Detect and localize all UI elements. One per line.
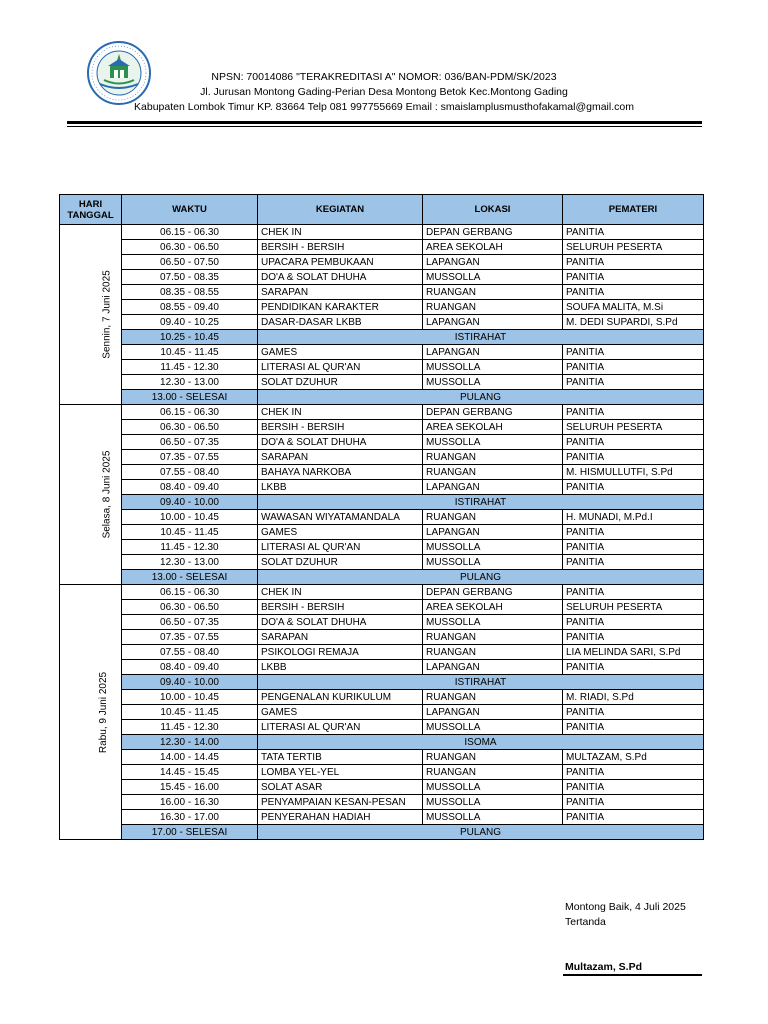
table-row xyxy=(60,780,704,795)
table-header-row xyxy=(60,195,704,225)
break-label: ISOMA xyxy=(258,735,704,750)
table-row xyxy=(60,660,704,675)
activity-cell: LITERASI AL QUR'AN xyxy=(258,540,423,555)
activity-cell: DO'A & SOLAT DHUHA xyxy=(258,615,423,630)
location-cell: RUANGAN xyxy=(423,300,563,315)
location-cell: RUANGAN xyxy=(423,630,563,645)
time-cell: 06.15 - 06.30 xyxy=(122,405,258,420)
activity-cell: CHEK IN xyxy=(258,585,423,600)
activity-cell: WAWASAN WIYATAMANDALA xyxy=(258,510,423,525)
time-cell: 09.40 - 10.00 xyxy=(122,675,258,690)
speaker-cell: H. MUNADI, M.Pd.I xyxy=(563,510,704,525)
header-kegiatan: KEGIATAN xyxy=(258,195,423,225)
header-lokasi: LOKASI xyxy=(423,195,563,225)
letterhead-divider-thin xyxy=(67,126,702,127)
activity-cell: LITERASI AL QUR'AN xyxy=(258,720,423,735)
table-row xyxy=(60,645,704,660)
activity-cell: BERSIH - BERSIH xyxy=(258,240,423,255)
table-row xyxy=(60,345,704,360)
table-row xyxy=(60,525,704,540)
speaker-cell: PANITIA xyxy=(563,225,704,240)
letterhead-divider-thick xyxy=(67,121,702,124)
time-cell: 07.50 - 08.35 xyxy=(122,270,258,285)
table-row xyxy=(60,300,704,315)
break-label: PULANG xyxy=(258,825,704,840)
break-label: PULANG xyxy=(258,390,704,405)
activity-cell: CHEK IN xyxy=(258,405,423,420)
location-cell: MUSSOLLA xyxy=(423,270,563,285)
signature-block xyxy=(565,900,686,930)
speaker-cell: PANITIA xyxy=(563,585,704,600)
location-cell: RUANGAN xyxy=(423,450,563,465)
signature-place-date: Montong Baik, 4 Juli 2025 xyxy=(565,901,686,913)
activity-cell: UPACARA PEMBUKAAN xyxy=(258,255,423,270)
signature-label: Tertanda xyxy=(565,916,606,928)
activity-cell: LOMBA YEL-YEL xyxy=(258,765,423,780)
activity-cell: SOLAT DZUHUR xyxy=(258,375,423,390)
time-cell: 10.00 - 10.45 xyxy=(122,690,258,705)
table-row xyxy=(60,255,704,270)
table-row xyxy=(60,765,704,780)
time-cell: 10.00 - 10.45 xyxy=(122,510,258,525)
activity-cell: LKBB xyxy=(258,660,423,675)
time-cell: 14.45 - 15.45 xyxy=(122,765,258,780)
time-cell: 07.35 - 07.55 xyxy=(122,450,258,465)
table-row xyxy=(60,555,704,570)
speaker-cell: PANITIA xyxy=(563,540,704,555)
speaker-cell: PANITIA xyxy=(563,270,704,285)
time-cell: 08.40 - 09.40 xyxy=(122,660,258,675)
activity-cell: SARAPAN xyxy=(258,285,423,300)
speaker-cell: PANITIA xyxy=(563,780,704,795)
activity-cell: BERSIH - BERSIH xyxy=(258,600,423,615)
break-row xyxy=(60,825,704,840)
speaker-cell: PANITIA xyxy=(563,795,704,810)
activity-cell: PSIKOLOGI REMAJA xyxy=(258,645,423,660)
letterhead xyxy=(100,70,668,115)
time-cell: 06.30 - 06.50 xyxy=(122,240,258,255)
activity-cell: GAMES xyxy=(258,345,423,360)
location-cell: LAPANGAN xyxy=(423,345,563,360)
time-cell: 08.55 - 09.40 xyxy=(122,300,258,315)
time-cell: 06.15 - 06.30 xyxy=(122,225,258,240)
letterhead-line-1: NPSN: 70014086 "TERAKREDITASI A" NOMOR: 036/BAN-PDM/SK/2023 xyxy=(211,71,557,83)
speaker-cell: SOUFA MALITA, M.Si xyxy=(563,300,704,315)
table-row xyxy=(60,360,704,375)
location-cell: MUSSOLLA xyxy=(423,615,563,630)
break-row xyxy=(60,330,704,345)
table-row xyxy=(60,435,704,450)
signature-name: Multazam, S.Pd xyxy=(565,961,643,973)
location-cell: MUSSOLLA xyxy=(423,810,563,825)
speaker-cell: PANITIA xyxy=(563,555,704,570)
time-cell: 06.50 - 07.50 xyxy=(122,255,258,270)
location-cell: DEPAN GERBANG xyxy=(423,585,563,600)
speaker-cell: PANITIA xyxy=(563,255,704,270)
table-row xyxy=(60,420,704,435)
time-cell: 06.15 - 06.30 xyxy=(122,585,258,600)
speaker-cell: PANITIA xyxy=(563,450,704,465)
activity-cell: SOLAT ASAR xyxy=(258,780,423,795)
time-cell: 07.35 - 07.55 xyxy=(122,630,258,645)
table-row xyxy=(60,405,704,420)
location-cell: MUSSOLLA xyxy=(423,540,563,555)
table-row xyxy=(60,270,704,285)
table-row xyxy=(60,225,704,240)
time-cell: 07.55 - 08.40 xyxy=(122,465,258,480)
time-cell: 11.45 - 12.30 xyxy=(122,720,258,735)
speaker-cell: PANITIA xyxy=(563,480,704,495)
location-cell: LAPANGAN xyxy=(423,525,563,540)
activity-cell: BAHAYA NARKOBA xyxy=(258,465,423,480)
time-cell: 12.30 - 13.00 xyxy=(122,375,258,390)
activity-cell: DO'A & SOLAT DHUHA xyxy=(258,435,423,450)
speaker-cell: SELURUH PESERTA xyxy=(563,420,704,435)
activity-cell: SARAPAN xyxy=(258,630,423,645)
table-row xyxy=(60,810,704,825)
day-label: Sennin, 7 Juni 2025 xyxy=(101,270,113,359)
letterhead-line-3: Kabupaten Lombok Timur KP. 83664 Telp 081 997755669 Email : smaislamplusmusthofakamal@gmail.com xyxy=(134,101,634,113)
day-cell xyxy=(60,225,122,405)
time-cell: 12.30 - 14.00 xyxy=(122,735,258,750)
activity-cell: BERSIH - BERSIH xyxy=(258,420,423,435)
time-cell: 06.50 - 07.35 xyxy=(122,615,258,630)
table-row xyxy=(60,465,704,480)
table-row xyxy=(60,480,704,495)
speaker-cell: PANITIA xyxy=(563,360,704,375)
location-cell: MUSSOLLA xyxy=(423,720,563,735)
speaker-cell: PANITIA xyxy=(563,765,704,780)
location-cell: RUANGAN xyxy=(423,765,563,780)
activity-cell: DASAR-DASAR LKBB xyxy=(258,315,423,330)
speaker-cell: SELURUH PESERTA xyxy=(563,240,704,255)
table-row xyxy=(60,450,704,465)
speaker-cell: PANITIA xyxy=(563,285,704,300)
speaker-cell: PANITIA xyxy=(563,720,704,735)
activity-cell: CHEK IN xyxy=(258,225,423,240)
time-cell: 12.30 - 13.00 xyxy=(122,555,258,570)
table-row xyxy=(60,615,704,630)
time-cell: 10.45 - 11.45 xyxy=(122,345,258,360)
speaker-cell: SELURUH PESERTA xyxy=(563,600,704,615)
day-label: Rabu, 9 Juni 2025 xyxy=(98,671,110,753)
time-cell: 11.45 - 12.30 xyxy=(122,360,258,375)
speaker-cell: PANITIA xyxy=(563,435,704,450)
break-label: ISTIRAHAT xyxy=(258,330,704,345)
time-cell: 10.45 - 11.45 xyxy=(122,525,258,540)
location-cell: AREA SEKOLAH xyxy=(423,600,563,615)
location-cell: RUANGAN xyxy=(423,465,563,480)
activity-cell: SOLAT DZUHUR xyxy=(258,555,423,570)
time-cell: 06.50 - 07.35 xyxy=(122,435,258,450)
speaker-cell: M. RIADI, S.Pd xyxy=(563,690,704,705)
table-row xyxy=(60,600,704,615)
time-cell: 17.00 - SELESAI xyxy=(122,825,258,840)
speaker-cell: LIA MELINDA SARI, S.Pd xyxy=(563,645,704,660)
table-row xyxy=(60,375,704,390)
time-cell: 08.35 - 08.55 xyxy=(122,285,258,300)
break-row xyxy=(60,675,704,690)
location-cell: RUANGAN xyxy=(423,510,563,525)
activity-cell: LITERASI AL QUR'AN xyxy=(258,360,423,375)
location-cell: MUSSOLLA xyxy=(423,555,563,570)
activity-cell: LKBB xyxy=(258,480,423,495)
schedule-table xyxy=(59,194,704,840)
location-cell: RUANGAN xyxy=(423,285,563,300)
table-row xyxy=(60,750,704,765)
location-cell: MUSSOLLA xyxy=(423,780,563,795)
table-row xyxy=(60,690,704,705)
speaker-cell: PANITIA xyxy=(563,630,704,645)
time-cell: 06.30 - 06.50 xyxy=(122,600,258,615)
time-cell: 07.55 - 08.40 xyxy=(122,645,258,660)
activity-cell: TATA TERTIB xyxy=(258,750,423,765)
time-cell: 14.00 - 14.45 xyxy=(122,750,258,765)
header-pemateri: PEMATERI xyxy=(563,195,704,225)
break-row xyxy=(60,570,704,585)
speaker-cell: PANITIA xyxy=(563,810,704,825)
location-cell: AREA SEKOLAH xyxy=(423,240,563,255)
activity-cell: PENYERAHAN HADIAH xyxy=(258,810,423,825)
header-hari-tanggal: HARI TANGGAL xyxy=(60,195,122,225)
activity-cell: PENDIDIKAN KARAKTER xyxy=(258,300,423,315)
table-row xyxy=(60,630,704,645)
day-label: Selasa, 8 Juni 2025 xyxy=(101,450,113,539)
location-cell: LAPANGAN xyxy=(423,315,563,330)
table-row xyxy=(60,510,704,525)
location-cell: RUANGAN xyxy=(423,750,563,765)
location-cell: DEPAN GERBANG xyxy=(423,405,563,420)
location-cell: RUANGAN xyxy=(423,690,563,705)
table-row xyxy=(60,285,704,300)
time-cell: 08.40 - 09.40 xyxy=(122,480,258,495)
letterhead-line-2: Jl. Jurusan Montong Gading-Perian Desa Montong Betok Kec.Montong Gading xyxy=(200,86,568,98)
table-row xyxy=(60,705,704,720)
table-row xyxy=(60,240,704,255)
location-cell: LAPANGAN xyxy=(423,705,563,720)
location-cell: RUANGAN xyxy=(423,645,563,660)
time-cell: 10.45 - 11.45 xyxy=(122,705,258,720)
speaker-cell: M. DEDI SUPARDI, S.Pd xyxy=(563,315,704,330)
speaker-cell: PANITIA xyxy=(563,615,704,630)
activity-cell: GAMES xyxy=(258,705,423,720)
activity-cell: PENGENALAN KURIKULUM xyxy=(258,690,423,705)
location-cell: MUSSOLLA xyxy=(423,435,563,450)
activity-cell: SARAPAN xyxy=(258,450,423,465)
break-label: ISTIRAHAT xyxy=(258,495,704,510)
time-cell: 11.45 - 12.30 xyxy=(122,540,258,555)
break-label: PULANG xyxy=(258,570,704,585)
table-row xyxy=(60,540,704,555)
location-cell: LAPANGAN xyxy=(423,660,563,675)
speaker-cell: PANITIA xyxy=(563,405,704,420)
table-row xyxy=(60,720,704,735)
time-cell: 16.00 - 16.30 xyxy=(122,795,258,810)
time-cell: 15.45 - 16.00 xyxy=(122,780,258,795)
break-row xyxy=(60,495,704,510)
break-label: ISTIRAHAT xyxy=(258,675,704,690)
speaker-cell: M. HISMULLUTFI, S.Pd xyxy=(563,465,704,480)
day-cell xyxy=(60,405,122,585)
time-cell: 10.25 - 10.45 xyxy=(122,330,258,345)
table-row xyxy=(60,585,704,600)
location-cell: MUSSOLLA xyxy=(423,375,563,390)
speaker-cell: PANITIA xyxy=(563,375,704,390)
location-cell: LAPANGAN xyxy=(423,255,563,270)
location-cell: MUSSOLLA xyxy=(423,795,563,810)
break-row xyxy=(60,390,704,405)
speaker-cell: PANITIA xyxy=(563,525,704,540)
time-cell: 09.40 - 10.25 xyxy=(122,315,258,330)
signature-underline xyxy=(563,974,702,976)
table-row xyxy=(60,795,704,810)
time-cell: 16.30 - 17.00 xyxy=(122,810,258,825)
time-cell: 09.40 - 10.00 xyxy=(122,495,258,510)
header-waktu: WAKTU xyxy=(122,195,258,225)
activity-cell: DO'A & SOLAT DHUHA xyxy=(258,270,423,285)
speaker-cell: PANITIA xyxy=(563,705,704,720)
time-cell: 06.30 - 06.50 xyxy=(122,420,258,435)
time-cell: 13.00 - SELESAI xyxy=(122,390,258,405)
speaker-cell: MULTAZAM, S.Pd xyxy=(563,750,704,765)
location-cell: MUSSOLLA xyxy=(423,360,563,375)
schedule-body xyxy=(60,225,704,840)
day-cell xyxy=(60,585,122,840)
location-cell: DEPAN GERBANG xyxy=(423,225,563,240)
time-cell: 13.00 - SELESAI xyxy=(122,570,258,585)
location-cell: LAPANGAN xyxy=(423,480,563,495)
break-row xyxy=(60,735,704,750)
speaker-cell: PANITIA xyxy=(563,345,704,360)
table-row xyxy=(60,315,704,330)
activity-cell: PENYAMPAIAN KESAN-PESAN xyxy=(258,795,423,810)
location-cell: AREA SEKOLAH xyxy=(423,420,563,435)
speaker-cell: PANITIA xyxy=(563,660,704,675)
activity-cell: GAMES xyxy=(258,525,423,540)
